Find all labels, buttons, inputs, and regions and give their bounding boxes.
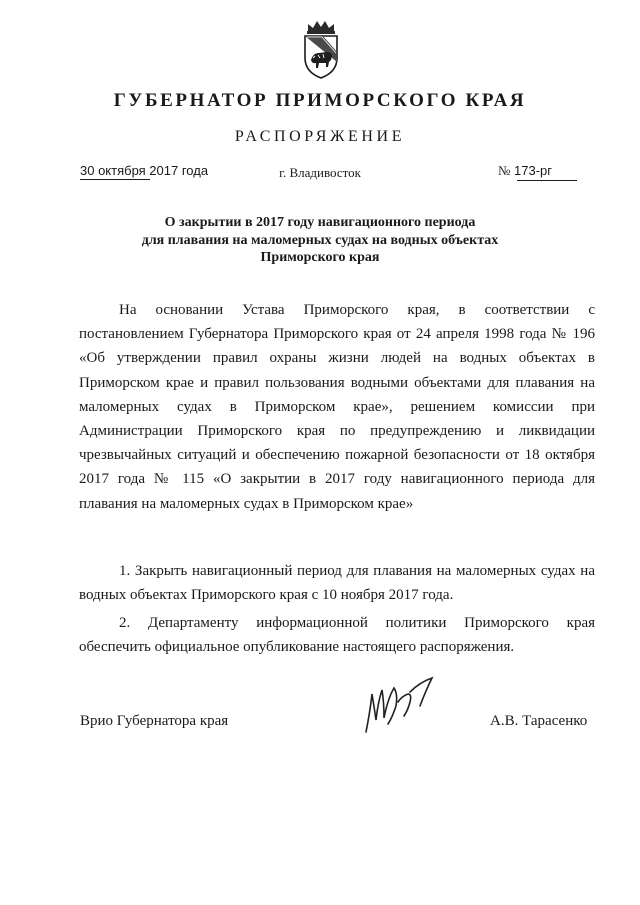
document-number-value: 173-рг (514, 163, 553, 178)
preamble-line: На основании Устава Приморского края, в соответствии с (119, 302, 595, 318)
order-item-2 (79, 611, 595, 659)
coat-of-arms-icon (299, 18, 343, 80)
title-line: для плавания на маломерных судах на водных объектах (141, 232, 499, 248)
signatory-name: А.В. Тарасенко (490, 713, 588, 729)
preamble-line: постановлением Губернатора Приморского края от 24 апреля 1998 года № 196 (79, 326, 595, 343)
title-line: О закрытии в 2017 году навигационного периода (164, 215, 476, 230)
signatory-position: Врио Губернатора края (80, 713, 229, 729)
item-line: обеспечить официальное опубликование настоящего распоряжения. (79, 639, 515, 656)
item-line: 1. Закрыть навигационный период для плавания на маломерных судах на (119, 563, 595, 579)
preamble-line: 2017 года № 115 «О закрытии в 2017 году навигационного периода для (79, 471, 595, 488)
preamble-line: плавания на маломерных судах в Приморском крае» (79, 495, 414, 512)
preamble-line: «Об утверждении правил охраны жизни людей на водных объектах в (79, 350, 595, 367)
number-underline (517, 180, 577, 181)
preamble-line: Администрации Приморского края по предупреждению и ликвидации (79, 423, 595, 440)
document-city: г. Владивосток (279, 165, 361, 180)
document-type: РАСПОРЯЖЕНИЕ (234, 128, 406, 145)
item-line: водных объектах Приморского края с 10 ноября 2017 года. (79, 587, 454, 604)
item-line: 2. Департаменту информационной политики Приморского края (119, 615, 595, 631)
document-number (498, 163, 578, 179)
number-sign: № (498, 163, 511, 178)
document-title (80, 214, 560, 267)
handwritten-signature (362, 672, 436, 738)
order-item-1 (79, 559, 595, 607)
document-date-value: 30 октября 2017 года (80, 163, 209, 178)
preamble-line: маломерных судах в Приморском крае», решением комиссии при (79, 398, 595, 415)
issuing-authority: ГУБЕРНАТОР ПРИМОРСКОГО КРАЯ (113, 90, 527, 111)
preamble-paragraph (79, 298, 595, 516)
title-line: Приморского края (260, 250, 380, 265)
preamble-line: Приморском крае и правил пользования водными объектами для плавания на (79, 374, 595, 391)
preamble-line: чрезвычайных ситуаций и обеспечению пожарной безопасности от 18 октября (79, 447, 595, 464)
